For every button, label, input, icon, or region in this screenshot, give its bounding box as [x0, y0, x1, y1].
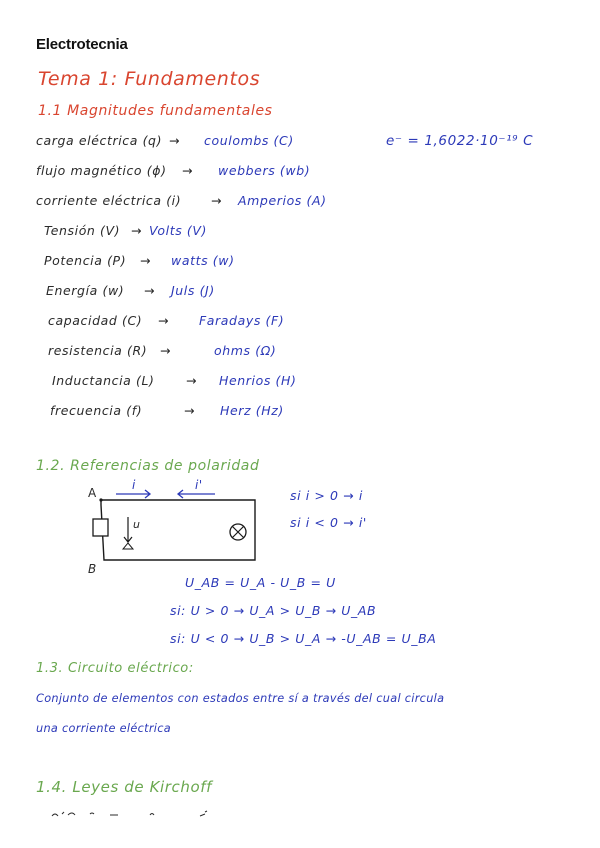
voltage-negative-case: si: U < 0 → U_B > U_A → -U_AB = U_BA — [170, 631, 437, 646]
magnitude-unit: Juls (J) — [171, 283, 215, 298]
voltage-equation: U_AB = U_A - U_B = U — [185, 575, 336, 590]
circuit-definition-line-1: Conjunto de elementos con estados entre sí a través del cual circula — [36, 692, 445, 705]
arrow-symbol: → — [211, 193, 223, 208]
arrow-symbol: → — [144, 283, 156, 298]
arrow-symbol: → — [160, 343, 172, 358]
magnitude-name: Energía (w) — [46, 283, 125, 298]
arrow-symbol: → — [169, 133, 181, 148]
magnitude-unit: Amperios (A) — [238, 193, 327, 208]
arrow-symbol: → — [131, 223, 143, 238]
magnitude-name: Potencia (P) — [44, 253, 127, 268]
current-i-prime-label: i' — [195, 478, 203, 492]
voltage-positive-case: si: U > 0 → U_A > U_B → U_AB — [170, 603, 377, 618]
magnitude-name: corriente eléctrica (i) — [36, 193, 182, 208]
section-1-4-heading: 1.4. Leyes de Kirchoff — [36, 778, 213, 796]
arrow-symbol: → — [158, 313, 170, 328]
arrow-symbol: → — [140, 253, 152, 268]
magnitude-name: frecuencia (f) — [50, 403, 143, 418]
current-i-label: i — [132, 478, 136, 492]
magnitude-unit: Volts (V) — [149, 223, 208, 238]
arrow-symbol: → — [186, 373, 198, 388]
scribble-marks — [52, 811, 207, 816]
condition-negative: si i < 0 → i' — [290, 515, 367, 530]
magnitude-name: Tensión (V) — [44, 223, 121, 238]
magnitude-unit: Henrios (H) — [219, 373, 297, 388]
magnitude-unit: ohms (Ω) — [214, 343, 277, 358]
section-1-2-heading: 1.2. Referencias de polaridad — [36, 458, 260, 474]
section-1-1-heading: 1.1 Magnitudes fundamentales — [38, 103, 273, 119]
magnitude-unit: watts (w) — [171, 253, 235, 268]
circuit-definition-line-2: una corriente eléctrica — [36, 722, 171, 735]
document-title: Electrotecnia — [36, 36, 128, 53]
magnitude-name: flujo magnético (ϕ) — [36, 163, 167, 178]
section-1-3-heading: 1.3. Circuito eléctrico: — [36, 661, 194, 676]
arrow-symbol: → — [184, 403, 196, 418]
condition-positive: si i > 0 → i — [290, 488, 363, 503]
magnitude-name: Inductancia (L) — [52, 373, 155, 388]
magnitude-unit: webbers (wb) — [218, 163, 311, 178]
magnitude-name: resistencia (R) — [48, 343, 148, 358]
arrow-symbol: → — [182, 163, 194, 178]
magnitude-unit: Faradays (F) — [199, 313, 285, 328]
node-b-label: B — [88, 562, 97, 576]
magnitude-name: carga eléctrica (q) — [36, 133, 163, 148]
node-a-label: A — [88, 486, 97, 500]
tema-heading: Tema 1: Fundamentos — [38, 68, 261, 90]
electron-charge-note: e⁻ = 1,6022·10⁻¹⁹ C — [386, 133, 534, 149]
magnitude-name: capacidad (C) — [48, 313, 143, 328]
magnitude-unit: Herz (Hz) — [220, 403, 284, 418]
voltage-u-label: u — [133, 518, 141, 531]
magnitude-unit: coulombs (C) — [204, 133, 294, 148]
